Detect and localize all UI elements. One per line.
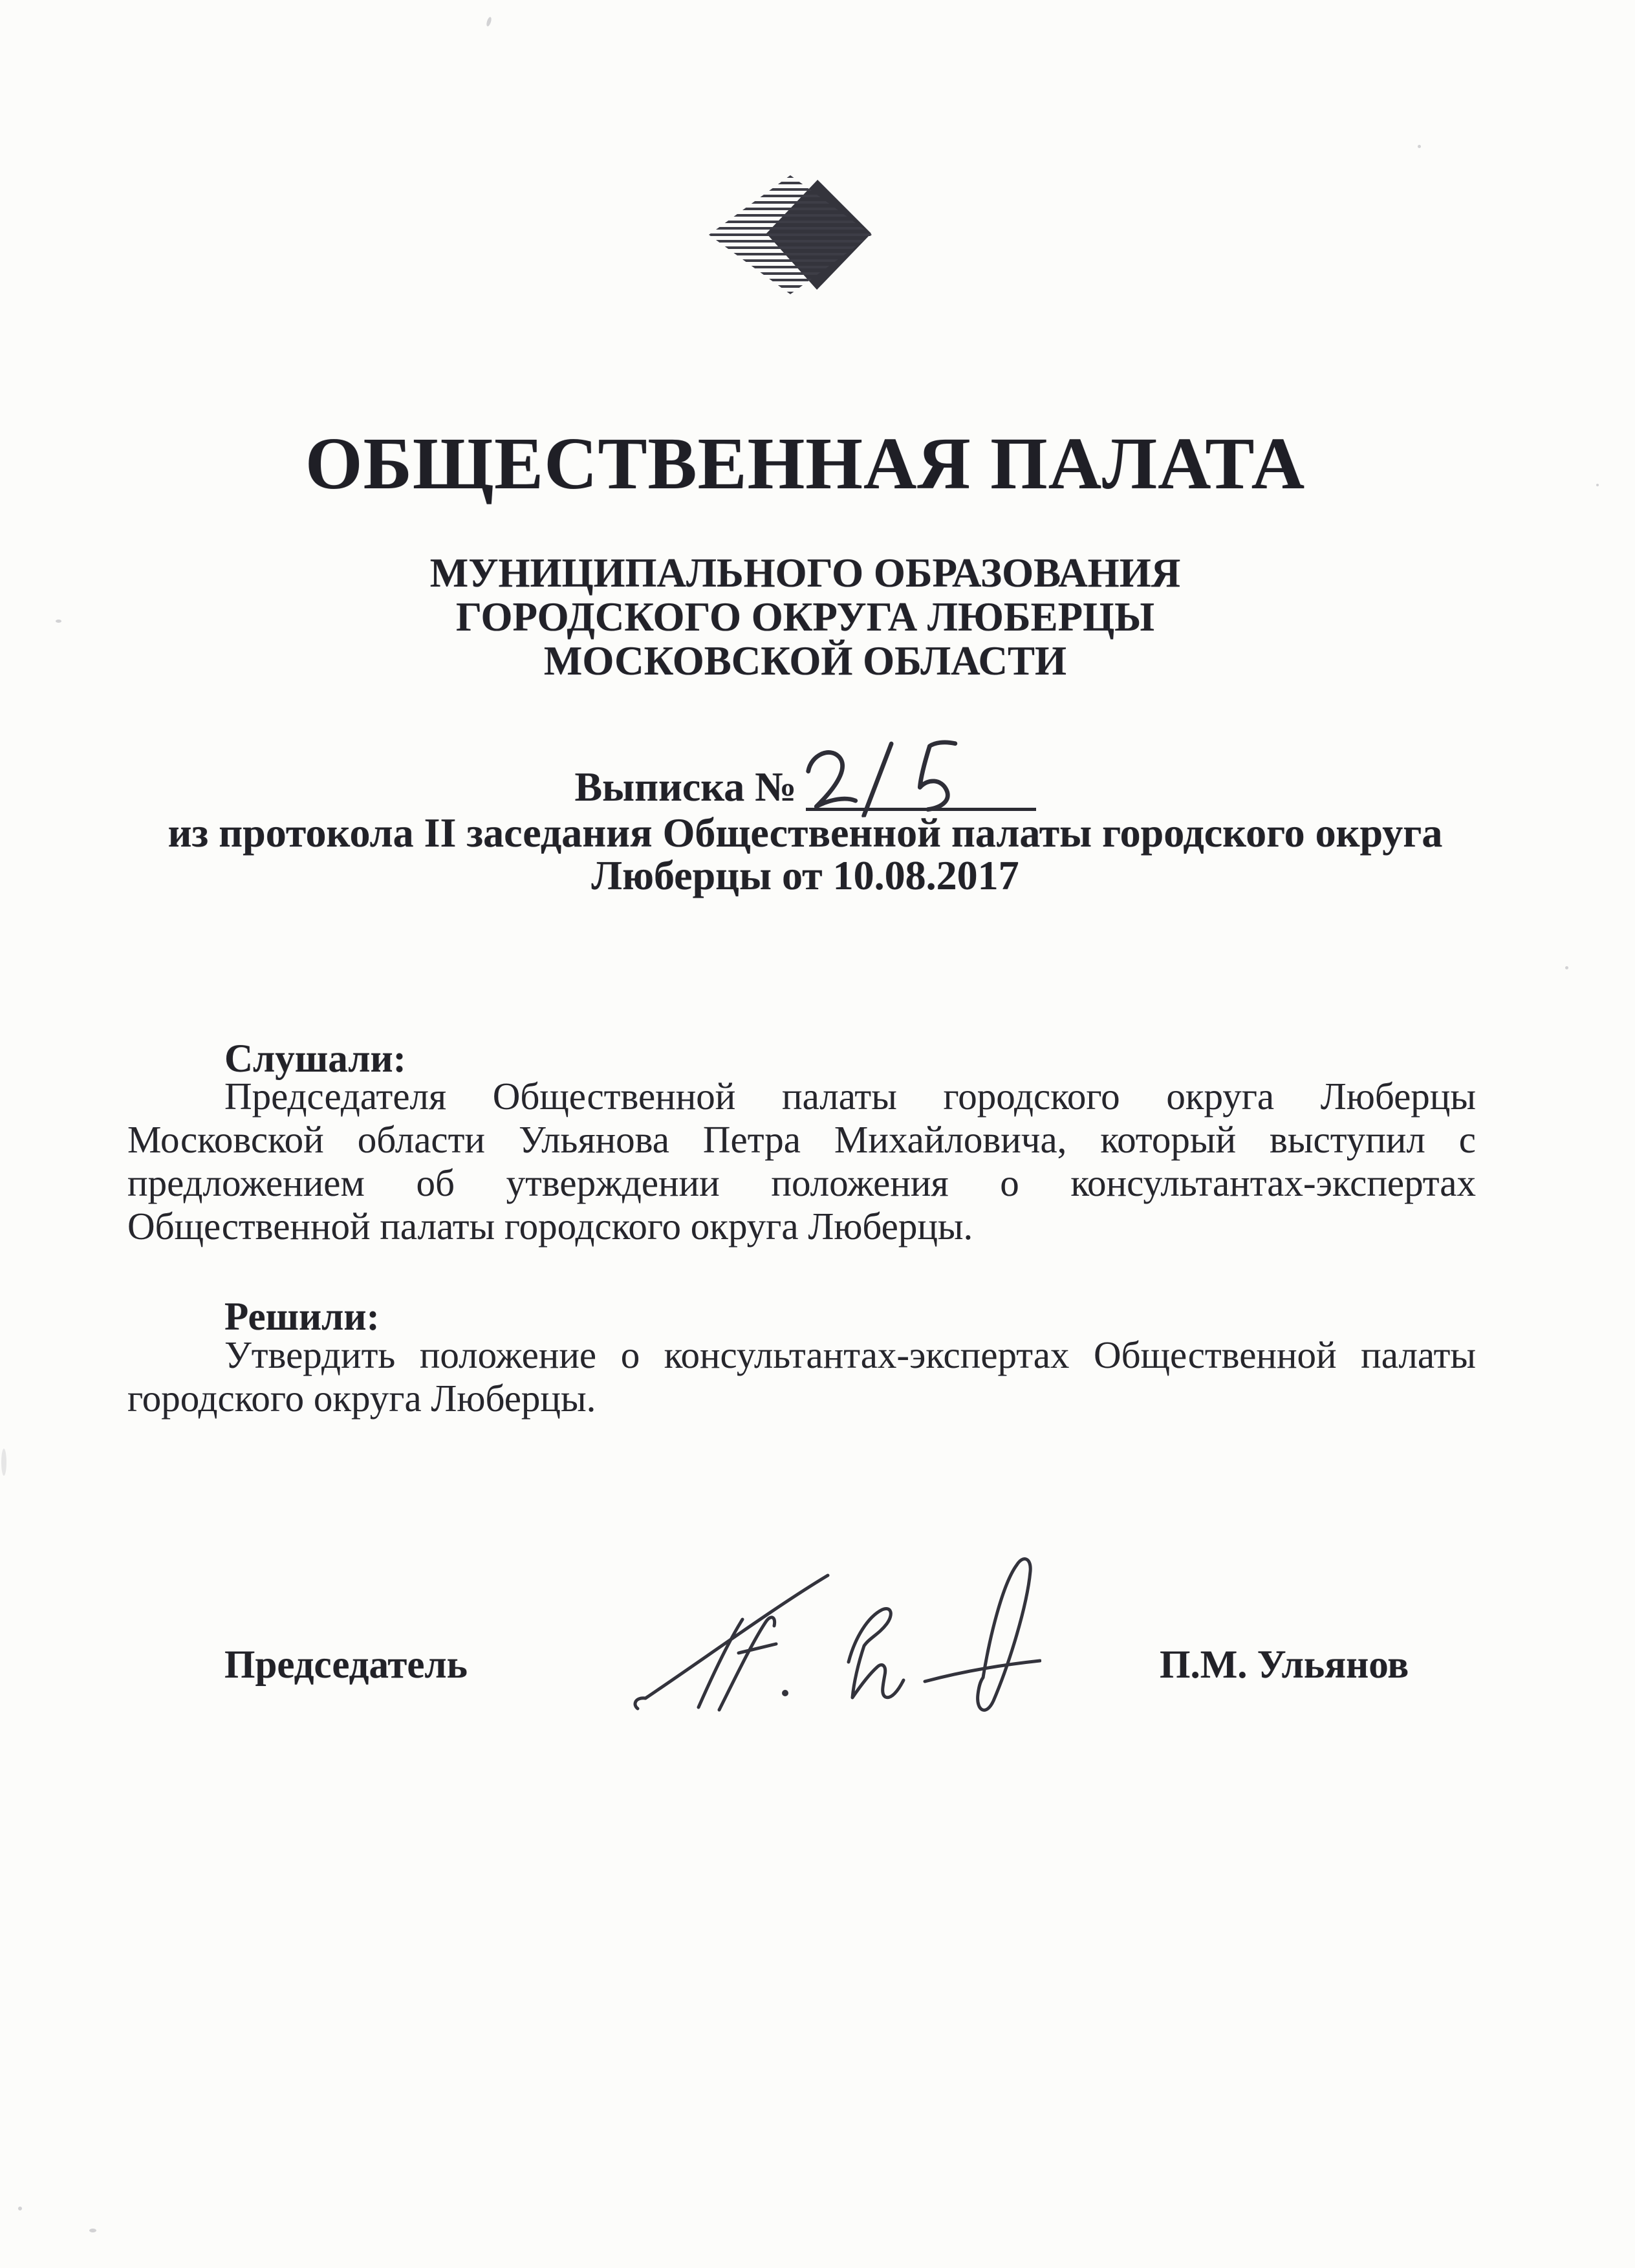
scan-speck <box>56 620 61 623</box>
decided-paragraph <box>127 1334 1476 1420</box>
extract-date-line: Люберцы от 10.08.2017 <box>591 852 1019 898</box>
signature-dot <box>784 1692 787 1695</box>
signature-middle-squiggle <box>849 1609 904 1698</box>
heard-line-3: предложением об утверждении положения о консультантах-экспертах <box>127 1161 1476 1204</box>
scan-speck <box>1596 484 1599 486</box>
signature-crossbar <box>739 1644 776 1653</box>
org-subtitle-line-1: МУНИЦИПАЛЬНОГО ОБРАЗОВАНИЯ <box>429 550 1181 596</box>
handwritten-digit-5 <box>918 742 958 810</box>
heard-heading: Слушали: <box>224 1037 406 1081</box>
handwritten-slash <box>860 744 895 816</box>
org-subtitle-line-3: МОСКОВСКОЙ ОБЛАСТИ <box>543 638 1067 684</box>
heard-line-2: Московской области Ульянова Петра Михайловича, который выступил с <box>127 1118 1476 1161</box>
decided-heading: Решили: <box>224 1295 380 1339</box>
extract-label: Выписка № <box>574 764 797 810</box>
org-title: ОБЩЕСТВЕННАЯ ПАЛАТА <box>305 422 1306 504</box>
decided-line-1: Утвердить положение о консультантах-экспертах Общественной палаты <box>224 1334 1476 1376</box>
heard-paragraph <box>127 1075 1476 1248</box>
heard-line-4: Общественной палаты городского округа Люберцы. <box>127 1205 973 1247</box>
org-subtitle <box>129 551 1481 683</box>
diamond-emblem-logo <box>709 175 872 294</box>
extract-source-line: из протокола II заседания Общественной палаты городского округа <box>168 810 1443 856</box>
handwritten-extract-number <box>796 737 969 821</box>
scan-speck <box>89 2229 96 2232</box>
diamond-emblem-stripes <box>709 175 872 294</box>
scan-speck <box>18 2207 22 2210</box>
scan-speck <box>1418 145 1421 148</box>
signature-name-label: П.М. Ульянов <box>1160 1643 1409 1687</box>
signature-right-leg <box>719 1617 775 1710</box>
scan-speck <box>486 16 492 27</box>
heard-line-1: Председателя Общественной палаты городского округа Люберцы <box>224 1075 1476 1118</box>
scan-speck <box>1 1449 6 1476</box>
signature-left-leg <box>698 1619 742 1707</box>
signature-tall-loop <box>978 1559 1031 1711</box>
signature-role-label: Председатель <box>224 1643 468 1687</box>
org-subtitle-line-2: ГОРОДСКОГО ОКРУГА ЛЮБЕРЦЫ <box>456 594 1154 640</box>
scan-speck <box>1565 966 1568 969</box>
chairman-signature <box>621 1547 1041 1747</box>
decided-line-2: городского округа Люберцы. <box>127 1377 596 1420</box>
handwritten-digit-2 <box>807 751 856 806</box>
